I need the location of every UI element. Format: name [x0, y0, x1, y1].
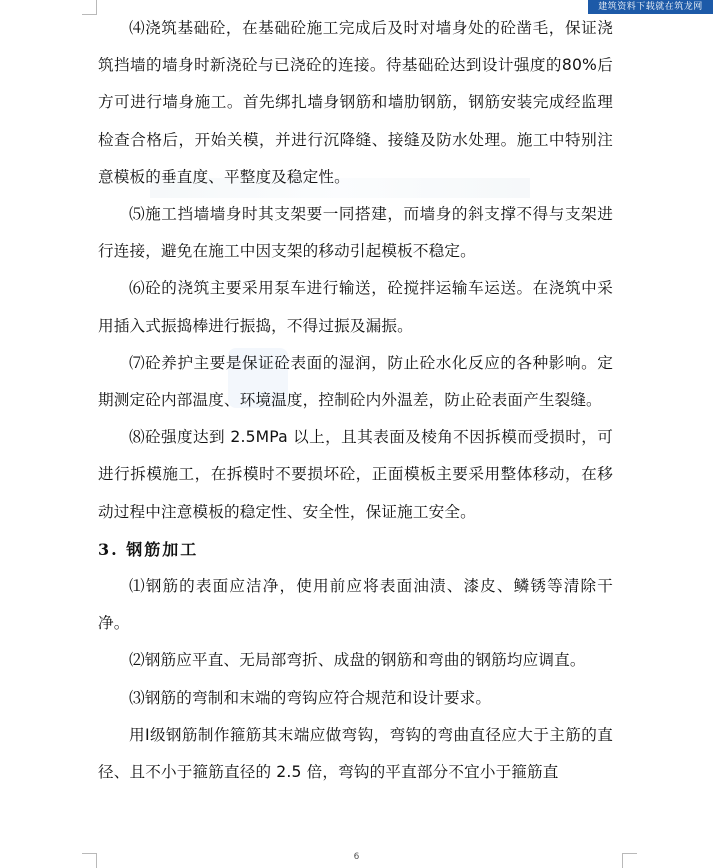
paragraph-rebar-3: ⑶钢筋的弯制和末端的弯钩应符合规范和设计要求。 [129, 688, 492, 707]
paragraph-4: ⑷浇筑基础砼，在基础砼施工完成后及时对墙身处的砼凿毛，保证浇筑挡墙的墙身时新浇砼与已浇砼的连接。待基础砼达到设计强度的80%后方可进行墙身施工。首先绑扎墙身钢筋和墙肋钢筋，钢筋安装完成经监理检查合格后，开始关模，并进行沉降缝、接缝及防水处理。施工中特别注意模板的垂直度、平整度及稳定性。 [98, 19, 613, 186]
paragraph-8: ⑻砼强度达到 2.5MPa 以上，且其表面及棱角不因拆模而受损时，可进行拆模施工，在拆模时不要损坏砼，正面模板主要采用整体移动，在移动过程中注意模板的稳定性、安全性，保证施工安全。 [98, 428, 613, 521]
paragraph-6: ⑹砼的浇筑主要采用泵车进行输送，砼搅拌运输车运送。在浇筑中采用插入式振捣棒进行振捣，不得过振及漏振。 [98, 279, 613, 335]
section-heading: 3. 钢筋加工 [98, 539, 199, 559]
crop-mark-top-left [82, 0, 97, 15]
paragraph-7: ⑺砼养护主要是保证砼表面的湿润，防止砼水化反应的各种影响。定期测定砼内部温度、环境温度，控制砼内外温差，防止砼表面产生裂缝。 [98, 353, 613, 410]
watermark-banner: 建筑资料下载就在筑龙网 [588, 0, 713, 14]
paragraph-rebar-1: ⑴钢筋的表面应洁净，使用前应将表面油渍、漆皮、鳞锈等清除干净。 [98, 577, 613, 633]
paragraph-rebar-2: ⑵钢筋应平直、无局部弯折、成盘的钢筋和弯曲的钢筋均应调直。 [129, 651, 586, 670]
paragraph-5: ⑸施工挡墙墙身时其支架要一同搭建，而墙身的斜支撑不得与支架进行连接，避免在施工中因支架的移动引起模板不稳定。 [98, 205, 613, 261]
page-number: 6 [353, 852, 360, 862]
paragraph-rebar-4: 用Ⅰ级钢筋制作箍筋其末端应做弯钩，弯钩的弯曲直径应大于主筋的直径、且不小于箍筋直径的 2.5 倍，弯钩的平直部分不宜小于箍筋直 [98, 725, 613, 782]
document-body [98, 10, 613, 791]
